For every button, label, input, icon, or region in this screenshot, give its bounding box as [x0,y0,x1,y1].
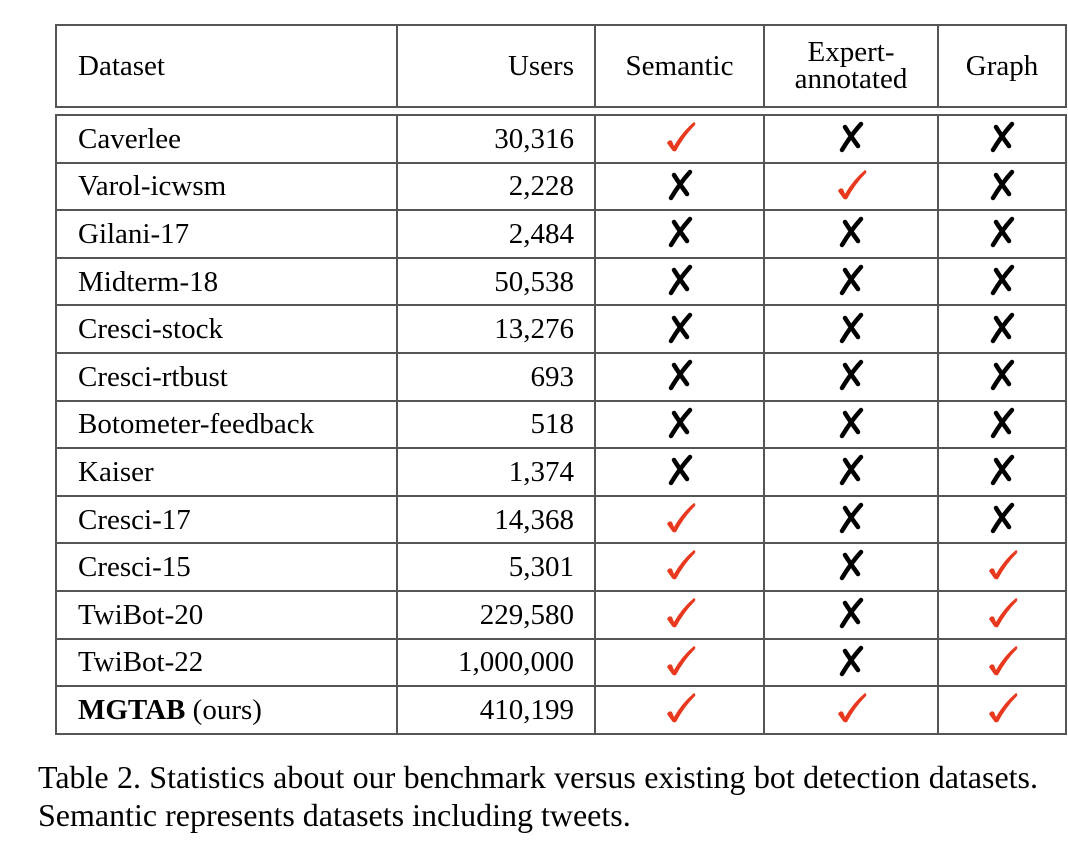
cell-users: 2,228 [397,163,595,211]
check-icon [985,595,1019,629]
cell-dataset [56,496,397,544]
cell-expert [764,115,938,163]
cell-semantic [595,163,764,211]
header-expert-annotated [764,25,938,107]
cell-dataset [56,115,397,163]
cell-users: 2,484 [397,210,595,258]
cross-icon [663,357,697,391]
cell-expert [764,163,938,211]
table-row [56,401,1066,449]
cross-icon [834,500,868,534]
cell-semantic [595,448,764,496]
dataset-name: Botometer-feedback [78,408,315,441]
cross-icon [834,119,868,153]
cross-icon [834,357,868,391]
cell-dataset [56,401,397,449]
cross-icon [985,500,1019,534]
cross-icon [985,214,1019,248]
cell-semantic [595,591,764,639]
cross-icon [663,405,697,439]
cell-graph [938,639,1066,687]
cell-dataset [56,305,397,353]
cross-icon [834,452,868,486]
header-dataset: Dataset [56,25,397,107]
cell-users: 518 [397,401,595,449]
dataset-name: Varol-icwsm [78,170,227,203]
cell-graph [938,401,1066,449]
check-icon [834,167,868,201]
check-icon [663,643,697,677]
table-row [56,686,1066,734]
cell-semantic [595,686,764,734]
dataset-name: Cresci-15 [78,551,191,584]
cell-dataset [56,591,397,639]
cross-icon [834,643,868,677]
cell-semantic [595,543,764,591]
table-row [56,210,1066,258]
cross-icon [834,310,868,344]
cross-icon [663,214,697,248]
table-caption: Table 2. Statistics about our benchmark versus existing bot detection datasets. Semantic represents datasets including tweets. [38,759,1038,833]
dataset-name: TwiBot-20 [78,598,204,631]
header-users: Users [397,25,595,107]
check-icon [663,547,697,581]
cross-icon [985,119,1019,153]
dataset-name: MGTAB [78,693,186,726]
cell-graph [938,163,1066,211]
cross-icon [834,547,868,581]
cell-graph [938,353,1066,401]
cell-semantic [595,305,764,353]
cell-users: 5,301 [397,543,595,591]
cell-dataset [56,353,397,401]
table-row [56,448,1066,496]
cell-users: 1,374 [397,448,595,496]
cell-users: 410,199 [397,686,595,734]
table-row [56,543,1066,591]
check-icon [663,500,697,534]
cell-graph [938,258,1066,306]
cell-users: 13,276 [397,305,595,353]
cell-graph [938,210,1066,258]
cell-dataset [56,543,397,591]
dataset-name: Midterm-18 [78,265,219,298]
cross-icon [663,452,697,486]
cell-expert [764,258,938,306]
check-icon [663,119,697,153]
table-row [56,163,1066,211]
table-body [55,114,1067,735]
table-row [56,258,1066,306]
cross-icon [985,357,1019,391]
check-icon [985,690,1019,724]
cell-semantic [595,258,764,306]
cell-users: 14,368 [397,496,595,544]
cell-dataset [56,163,397,211]
table-row [56,115,1066,163]
cross-icon [985,167,1019,201]
check-icon [663,595,697,629]
dataset-name: Gilani-17 [78,217,190,250]
cell-users: 693 [397,353,595,401]
cell-dataset [56,210,397,258]
cell-expert [764,305,938,353]
header-expert-line2: annotated [794,63,908,95]
cell-semantic [595,401,764,449]
cell-graph [938,686,1066,734]
cell-semantic [595,353,764,401]
cell-expert [764,686,938,734]
cell-semantic [595,210,764,258]
header-expert-line1: Expert- [807,36,895,68]
cell-expert [764,401,938,449]
dataset-name: Caverlee [78,122,182,155]
cross-icon [834,405,868,439]
cell-semantic [595,496,764,544]
cell-semantic [595,115,764,163]
header-graph: Graph [938,25,1066,107]
cross-icon [663,167,697,201]
cell-dataset [56,448,397,496]
dataset-name: TwiBot-22 [78,646,204,679]
dataset-name: Cresci-17 [78,503,191,536]
table-row [56,591,1066,639]
table-header [55,24,1067,108]
cell-expert [764,448,938,496]
check-icon [985,547,1019,581]
cross-icon [985,405,1019,439]
dataset-name: Cresci-rtbust [78,360,228,393]
header-semantic: Semantic [595,25,764,107]
dataset-name-suffix: (ours) [185,693,262,726]
dataset-name: Cresci-stock [78,313,223,346]
cross-icon [985,310,1019,344]
cell-users: 50,538 [397,258,595,306]
cell-graph [938,115,1066,163]
cell-semantic [595,639,764,687]
cell-expert [764,353,938,401]
cell-dataset [56,258,397,306]
cross-icon [834,214,868,248]
table-row [56,639,1066,687]
cell-graph [938,305,1066,353]
cross-icon [663,262,697,296]
cross-icon [985,262,1019,296]
check-icon [663,690,697,724]
check-icon [985,643,1019,677]
cell-expert [764,591,938,639]
cross-icon [985,452,1019,486]
cell-users: 30,316 [397,115,595,163]
check-icon [834,690,868,724]
table-row [56,305,1066,353]
cell-graph [938,448,1066,496]
cell-users: 1,000,000 [397,639,595,687]
cell-expert [764,496,938,544]
table-row [56,353,1066,401]
cell-dataset [56,686,397,734]
table-row [56,496,1066,544]
cell-graph [938,496,1066,544]
dataset-name: Kaiser [78,455,154,488]
cell-graph [938,543,1066,591]
cross-icon [663,310,697,344]
cell-expert [764,543,938,591]
cross-icon [834,595,868,629]
cell-dataset [56,639,397,687]
cell-expert [764,639,938,687]
cell-users: 229,580 [397,591,595,639]
cell-graph [938,591,1066,639]
cell-expert [764,210,938,258]
cross-icon [834,262,868,296]
